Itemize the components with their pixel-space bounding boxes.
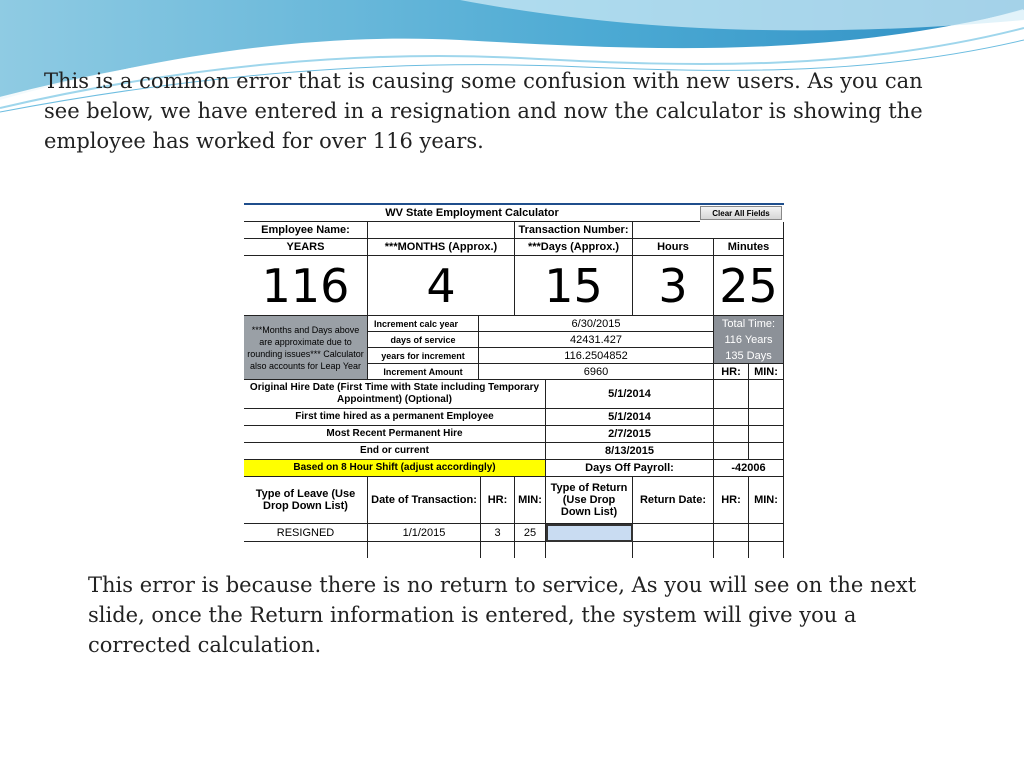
end-or-current-label: End or current (244, 443, 546, 460)
increment-label-2: days of service (368, 332, 479, 348)
most-recent-hire-value[interactable]: 2/7/2015 (546, 426, 714, 443)
return-date-cell[interactable] (633, 524, 714, 542)
leave-min-header: MIN: (515, 477, 546, 524)
date-of-transaction-header: Date of Transaction: (368, 477, 481, 524)
total-time-years: 116 Years (714, 332, 784, 348)
empty-cell (749, 426, 784, 443)
empty-cell (749, 409, 784, 426)
type-of-leave-header: Type of Leave (Use Drop Down List) (244, 477, 368, 524)
result-years: 116 (244, 256, 368, 316)
hours-header: Hours (633, 239, 714, 256)
return-min-cell[interactable] (749, 524, 784, 542)
calculator-title: WV State Employment Calculator (244, 205, 700, 222)
clear-all-fields-button[interactable]: Clear All Fields (700, 206, 782, 220)
empty-cell (481, 542, 515, 558)
first-permanent-hire-label: First time hired as a permanent Employee (244, 409, 546, 426)
leave-min-cell[interactable]: 25 (515, 524, 546, 542)
employment-calculator-screenshot (244, 203, 784, 558)
end-or-current-value[interactable]: 8/13/2015 (546, 443, 714, 460)
increment-label-3: years for increment (368, 348, 479, 364)
empty-cell (714, 409, 749, 426)
empty-cell (714, 426, 749, 443)
months-header: ***MONTHS (Approx.) (368, 239, 515, 256)
increment-value-1: 6/30/2015 (479, 316, 714, 332)
years-header: YEARS (244, 239, 368, 256)
increment-value-2: 42431.427 (479, 332, 714, 348)
original-hire-date-value[interactable]: 5/1/2014 (546, 380, 714, 409)
outro-paragraph: This error is because there is no return to service, As you will see on the next slide, once the Return information is entered, the system will give you a corrected calculation. (88, 573, 917, 657)
return-min-header: MIN: (749, 477, 784, 524)
empty-cell (633, 542, 714, 558)
leave-hr-header: HR: (481, 477, 515, 524)
return-hr-header: HR: (714, 477, 749, 524)
days-off-payroll-value: -42006 (714, 460, 784, 477)
intro-paragraph: This is a common error that is causing some confusion with new users. As you can see below, we have entered in a resignation and now the calculator is showing the employee has worked for over 116 years. (44, 69, 923, 153)
first-permanent-hire-value[interactable]: 5/1/2014 (546, 409, 714, 426)
type-of-return-header: Type of Return (Use Drop Down List) (546, 477, 633, 524)
result-days: 15 (515, 256, 633, 316)
increment-label-1: Increment calc year (368, 316, 479, 332)
employee-name-input[interactable] (368, 222, 515, 239)
return-hr-cell[interactable] (714, 524, 749, 542)
transaction-number-label: Transaction Number: (515, 222, 633, 239)
empty-cell (749, 443, 784, 460)
empty-cell (714, 380, 749, 409)
empty-cell (749, 380, 784, 409)
empty-cell (714, 542, 749, 558)
rounding-note: ***Months and Days above are approximate due to rounding issues*** Calculator also accounts for Leap Year (244, 316, 368, 380)
total-time-days: 135 Days (714, 348, 784, 364)
type-of-return-cell[interactable] (546, 524, 633, 542)
employee-name-label: Employee Name: (244, 222, 368, 239)
total-min-label: MIN: (749, 364, 784, 380)
empty-cell (515, 542, 546, 558)
days-header: ***Days (Approx.) (515, 239, 633, 256)
increment-value-4: 6960 (479, 364, 714, 380)
result-minutes: 25 (714, 256, 784, 316)
empty-cell (244, 542, 368, 558)
empty-cell (749, 542, 784, 558)
leave-hr-cell[interactable]: 3 (481, 524, 515, 542)
result-hours: 3 (633, 256, 714, 316)
return-date-header: Return Date: (633, 477, 714, 524)
most-recent-hire-label: Most Recent Permanent Hire (244, 426, 546, 443)
transaction-number-input[interactable] (633, 222, 784, 239)
minutes-header: Minutes (714, 239, 784, 256)
total-time-label: Total Time: (714, 316, 784, 332)
result-months: 4 (368, 256, 515, 316)
leave-date-cell[interactable]: 1/1/2015 (368, 524, 481, 542)
original-hire-date-label: Original Hire Date (First Time with State including Temporary Appointment) (Optional) (244, 380, 546, 409)
empty-cell (546, 542, 633, 558)
increment-label-4: Increment Amount (368, 364, 479, 380)
shift-note: Based on 8 Hour Shift (adjust accordingly) (244, 460, 546, 477)
leave-type-cell[interactable]: RESIGNED (244, 524, 368, 542)
increment-value-3: 116.2504852 (479, 348, 714, 364)
empty-cell (714, 443, 749, 460)
total-hr-label: HR: (714, 364, 749, 380)
empty-cell (368, 542, 481, 558)
days-off-payroll-label: Days Off Payroll: (546, 460, 714, 477)
